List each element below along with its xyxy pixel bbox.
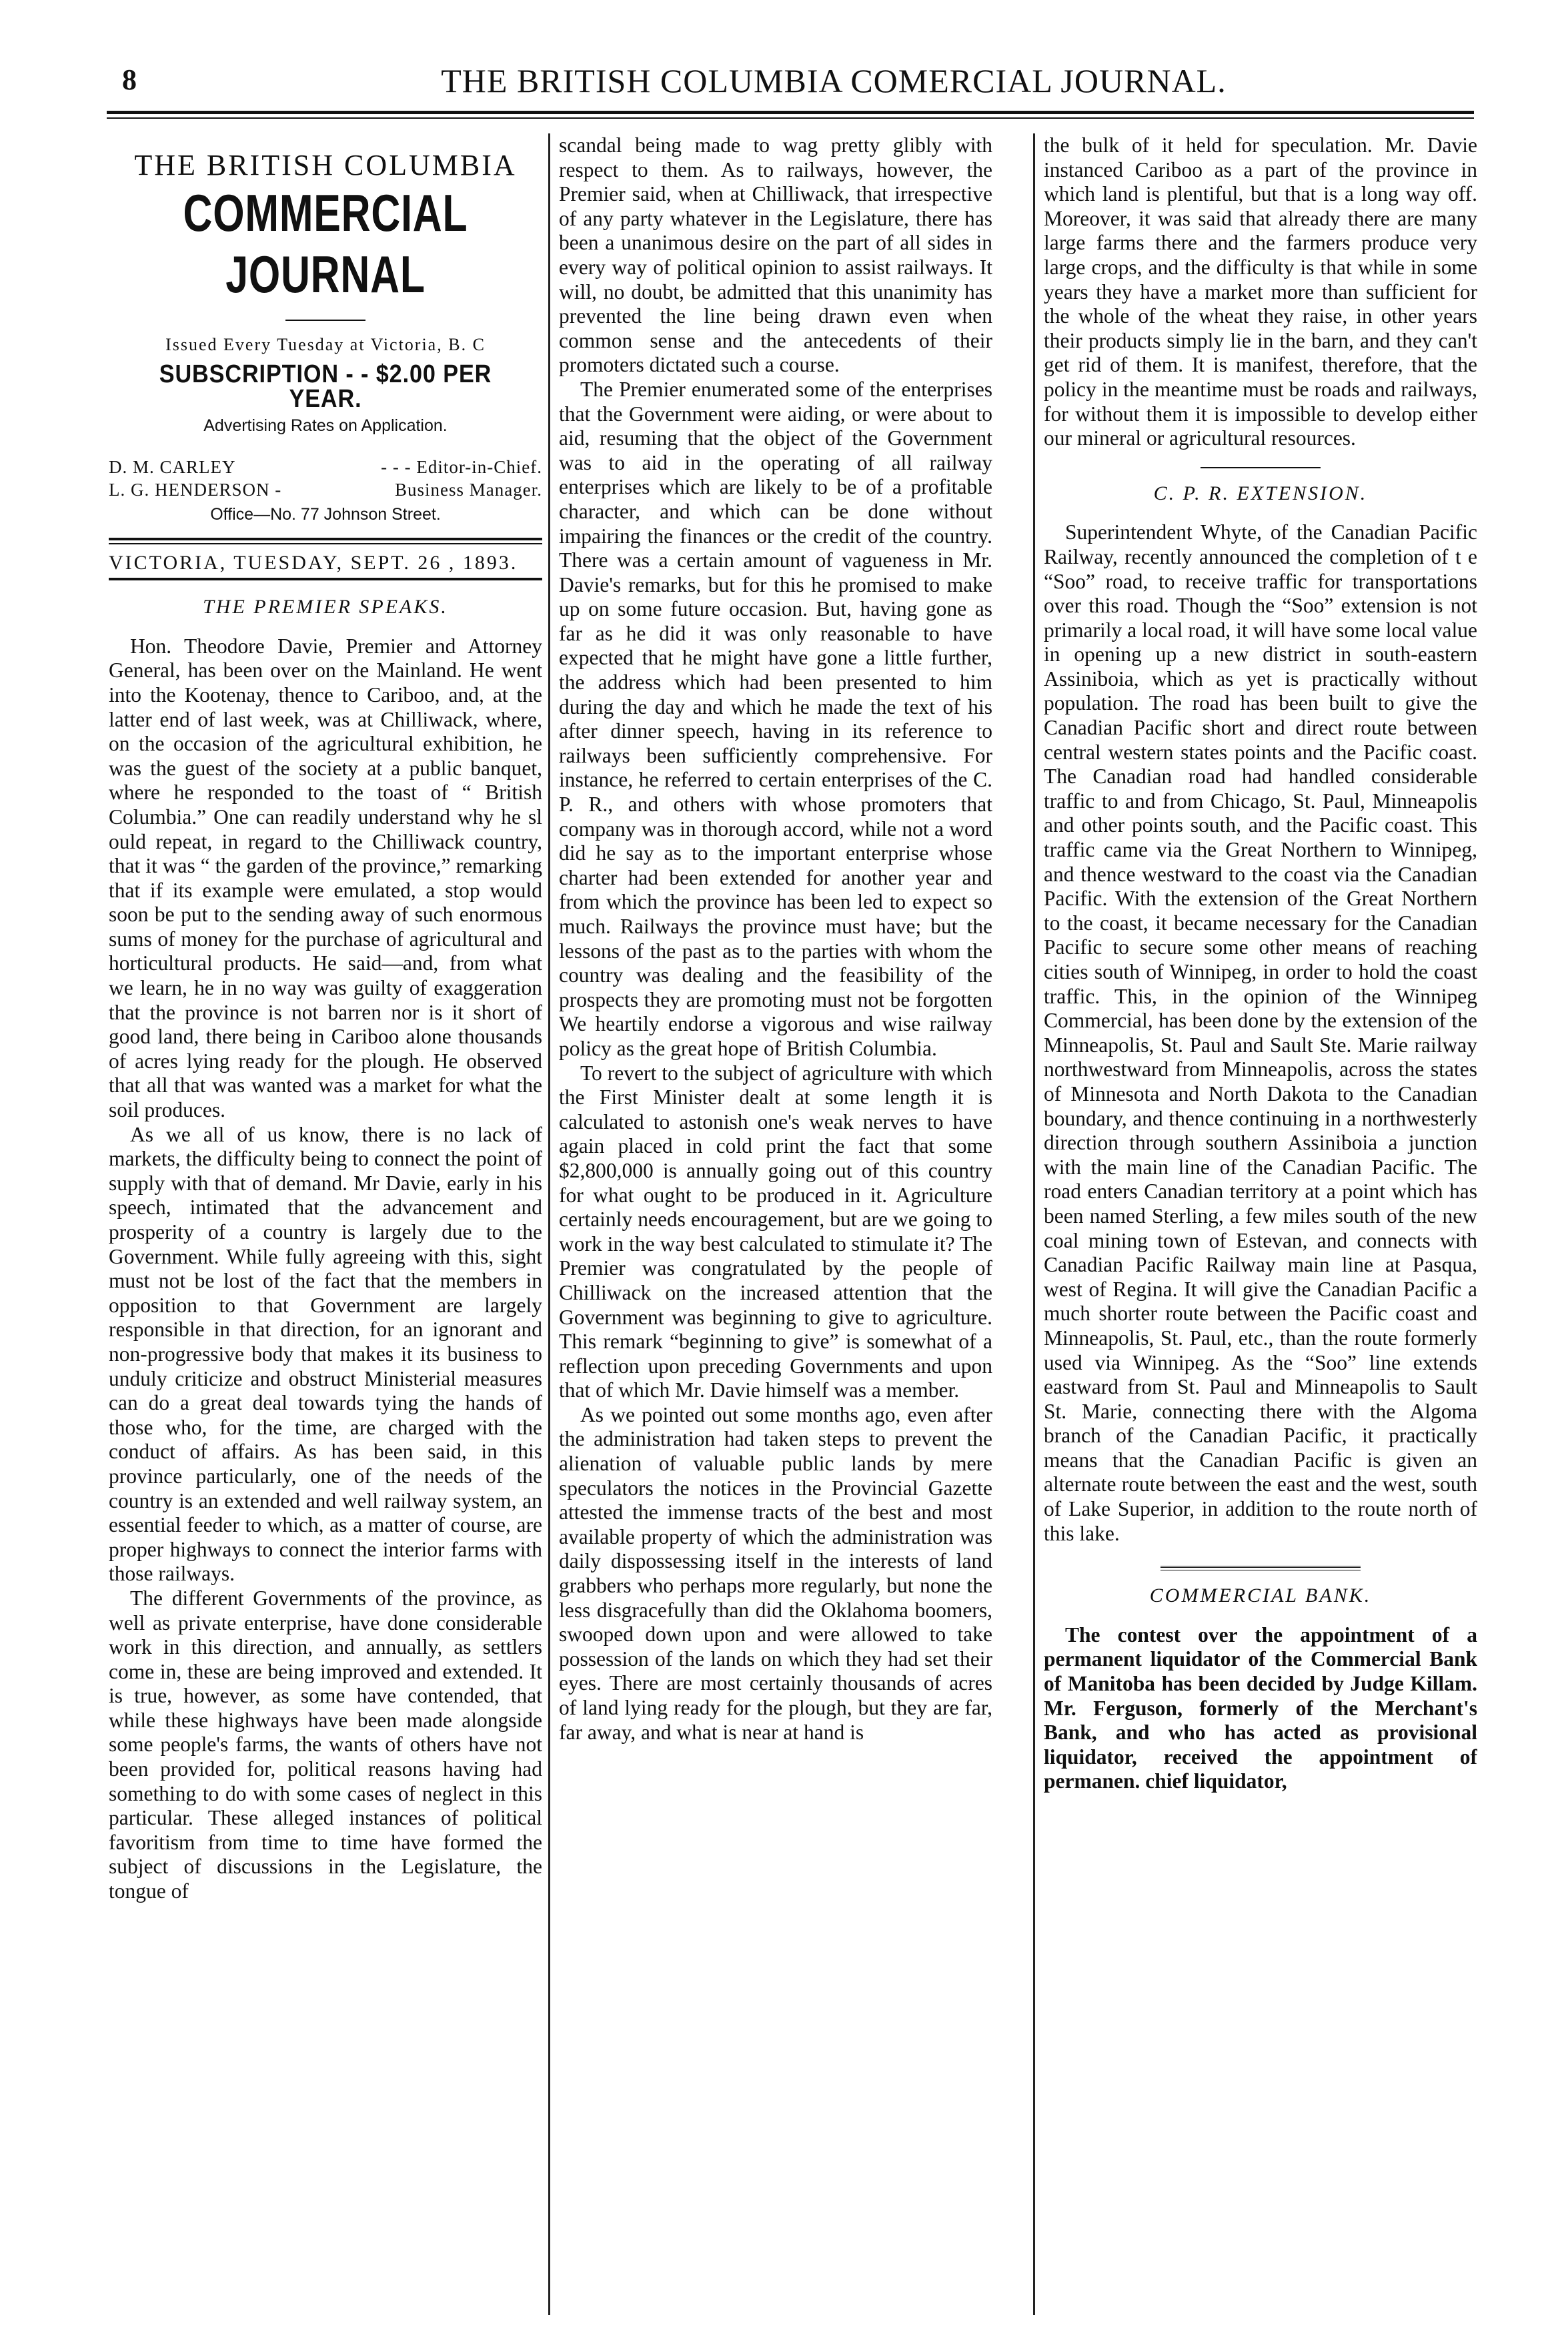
article-paragraph: The Premier enumerated some of the enterprises that the Government were aiding, or were about to aid, resuming that the object of the Government was to aid in the operating of all railway enterprises which are likely to be of a profitable character, and which can be done without impairing the finances or the credit of the country. There was a certain amount of vagueness in Mr. Davie's remarks, but for this he promised to make up on some future occasion. But, having gone as far as he did it was only reasonable to have expected that he might have gone a little further, the address which had been presented to him during the day and which he made the text of his after dinner speech, having in its reference to railways been sufficiently comprehensive. For instance, he referred to certain enterprises of the C. P. R., and others with whose promoters that company was in thorough accord, while not a word did he say as to the important enterprise whose charter had been extended for another year and from which the province has been led to expect so much. Railways the province must have; but the lessons of the past as to the parties with whom the country was dealing and the feasibility of the prospects they are promoting must not be forgotten We heartily endorse a vigorous and wise railway policy as the great hope of British Columbia. — [559, 377, 992, 1060]
header-rule — [107, 111, 1474, 114]
staff-row — [109, 456, 542, 478]
article-paragraph: The different Governments of the province, as well as private enterprise, have done considerable work in this direction, and annually, as settlers come in, these are being improved and extended. It is true, however, as some have contended, that while these highways have been made alongside some people's farms, the wants of others have not been provided for, political reasons having had something to do with some cases of neglect in this particular. These alleged instances of political favoritism from time to time have formed the subject of discussions in the Legislature, the tongue of — [109, 1586, 542, 1903]
header-rule-thin — [107, 117, 1474, 119]
dateline-rule — [109, 538, 542, 544]
running-title: THE BRITISH COLUMBIA COMERCIAL JOURNAL. — [441, 62, 1227, 99]
staff-list — [109, 456, 542, 501]
staff-name: L. G. HENDERSON - — [109, 479, 282, 500]
column-3 — [1044, 133, 1477, 2315]
article-paragraph: Superintendent Whyte, of the Canadian Pacific Railway, recently announced the completion of t e “Soo” road, to receive traffic for transportations over this road. Though the “Soo” extension is not primarily a local road, it will have some local value in opening up a new district in south-eastern Assiniboia, which as yet is practically without population. The road has been built to give the Canadian Pacific short and direct route between central western states points and the Pacific coast. The Canadian road had handled considerable traffic to and from Chicago, St. Paul, Minneapolis and other points south, and the Pacific coast. This traffic came via the Great Northern to Winnipeg, and thence westward to the coast via the Canadian Pacific. With the extension of the Great Northern to the coast, it became necessary for the Canadian Pacific to secure some other means of reaching cities south of Winnipeg, in order to hold the coast traffic. This, in the opinion of the Winnipeg Commercial, has been done by the extension of the Minneapolis, St. Paul and Sault Ste. Marie railway northwestward from Minneapolis, across the states of Minnesota and North Dakota to the Canadian boundary, and thence continuing in a northwesterly direction through southern Assiniboia a junction with the main line of the Canadian Pacific. The road enters Canadian territory at a point which has been named Sterling, a few miles south of the new coal mining town of Estevan, and connects with Canadian Pacific Railway main line at Pasqua, west of Regina. It will give the Canadian Pacific a much shorter route between the Pacific coast and Minneapolis, St. Paul, etc., than the route formerly used via Winnipeg. As the “Soo” line extends eastward from St. Paul and Minneapolis to Sault St. Marie, connecting there with the Algoma branch of the Canadian Pacific, it practically means that the Canadian Pacific is given an alternate route between the east and the west, south of Lake Superior, in addition to the route north of this lake. — [1044, 520, 1477, 1545]
running-head — [117, 61, 1471, 108]
section-rule — [1160, 1566, 1361, 1570]
office-address: Office—No. 77 Johnson Street. — [210, 504, 441, 524]
article-end-rule — [1201, 467, 1321, 468]
article-paragraph: scandal being made to wag pretty glibly with respect to them. As to railways, however, the Premier said, when at Chilliwack, that irrespective of any party whatever in the Legislature, there has been a unanimous desire on the part of all sides in every way of political opinion to assist railways. It will, no doubt, be admitted that this unanimity has prevented the line being drawn even when common sense and the antecedents of their promoters dictated such a course. — [559, 133, 992, 377]
article-paragraph: The contest over the appointment of a permanent liquidator of the Commercial Bank of Manitoba has been decided by Judge Killam. Mr. Ferguson, formerly of the Merchant's Bank, and who has acted as provisional liquidator, received the appointment of permanen. chief liquidator, — [1044, 1622, 1477, 1793]
column-1 — [109, 133, 542, 2315]
masthead — [109, 149, 542, 580]
dateline-rule — [109, 578, 542, 580]
article-paragraph: To revert to the subject of agriculture with which the First Minister dealt at some length it is calculated to astonish one's weak nerves to have again placed in cold print the fact that some $2,800,000 is annually going out of this country for what ought to be produced in it. Agriculture certainly needs encouragement, but are we going to work in the way best calculated to stimulate it? The Premier was congratulated by the people of Chilliwack on the increased attention that the Government was beginning to give to agriculture. This remark “beginning to give” is somewhat of a reflection upon preceding Governments and upon that of which Mr. Davie himself was a member. — [559, 1061, 992, 1402]
column-rule — [548, 133, 550, 2315]
dateline: VICTORIA, TUESDAY, SEPT. 26 , 1893. — [109, 551, 518, 574]
staff-role: Business Manager. — [395, 479, 542, 500]
subscription-price: SUBSCRIPTION - - $2.00 PER YEAR. — [159, 360, 492, 413]
masthead-title: COMMERCIAL JOURNAL — [183, 183, 468, 304]
masthead-line1: THE BRITISH COLUMBIA — [134, 149, 517, 181]
article-heading: THE PREMIER SPEAKS. — [203, 596, 448, 618]
staff-row — [109, 478, 542, 501]
masthead-rule — [285, 320, 365, 321]
article-paragraph: Hon. Theodore Davie, Premier and Attorney General, has been over on the Mainland. He went into the Kootenay, thence to Cariboo, and, at the latter end of last week, was at Chilliwack, where, on the occasion of the agricultural exhibition, he was the guest of the society at a public banquet, where he responded to the toast of “ British Columbia.” One can readily understand why he sl ould repeat, in regard to the Chilliwack country, that it was “ the garden of the province,” remarking that if its example were emulated, a stop would soon be put to the sending away of such enormous sums of money for the purchase of agricultural and horticultural products. He said—and, from what we learn, he in no way was guilty of exaggeration that the province is not barren nor is it short of good land, there being in Cariboo alone thousands of acres lying ready for the plough. He observed that all that was wanted was a market for what the soil produces. — [109, 634, 542, 1122]
page-number: 8 — [122, 63, 137, 96]
column-rule — [1033, 133, 1035, 2315]
column-2 — [559, 133, 992, 2315]
article-paragraph: the bulk of it held for speculation. Mr. Davie instanced Cariboo as a part of the province in which land is plentiful, but that is a long way off. Moreover, it was said that already there are many large farms there and the farmers produce very large crops, and the difficulty is that while in some years they have a market more than sufficient for the whole of the wheat they raise, in other years their products simply lie in the barn, and they can't get rid of them. It is manifest, therefore, that the policy in the meantime must be roads and railways, for without them it is impossible to develop either our mineral or agricultural resources. — [1044, 133, 1477, 450]
issued-notice: Issued Every Tuesday at Victoria, B. C — [165, 334, 486, 354]
advertising-notice: Advertising Rates on Application. — [203, 416, 448, 436]
staff-role: - - - Editor-in-Chief. — [381, 456, 542, 477]
article-heading: C. P. R. EXTENSION. — [1153, 482, 1368, 504]
article-paragraph: As we all of us know, there is no lack of markets, the difficulty being to connect the point of supply with that of demand. Mr Davie, early in his speech, intimated that the advancement and prosperity of a country is largely due to the Government. While fully agreeing with this, sight must not be lost of the fact that the members in opposition to that Government are largely responsible in that direction, for an ignorant and non-progressive body that makes it its business to unduly criticize and obstruct Ministerial measures can do a great deal towards tying the hands of those who, for the time, are charged with the conduct of affairs. As has been said, in this province particularly, one of the needs of the country is an extended and well railway system, an essential feeder to which, as a matter of course, are proper highways to connect the interior farms with those railways. — [109, 1122, 542, 1586]
article-paragraph: As we pointed out some months ago, even after the administration had taken steps to prevent the alienation of valuable public lands by mere speculators the notices in the Provincial Gazette attested the immense tracts of the best and most available property of which the administration was daily dispossessing itself in the interests of land grabbers who perhaps more regularly, but none the less disgracefully than did the Oklahoma boomers, swooped down upon and were allowed to take possession of the lands on which they had set their eyes. There are most certainly thousands of acres of land lying ready for the plough, but they are far, far away, and what is near at hand is — [559, 1402, 992, 1744]
article-heading: COMMERCIAL BANK. — [1149, 1584, 1372, 1607]
staff-name: D. M. CARLEY — [109, 456, 236, 477]
